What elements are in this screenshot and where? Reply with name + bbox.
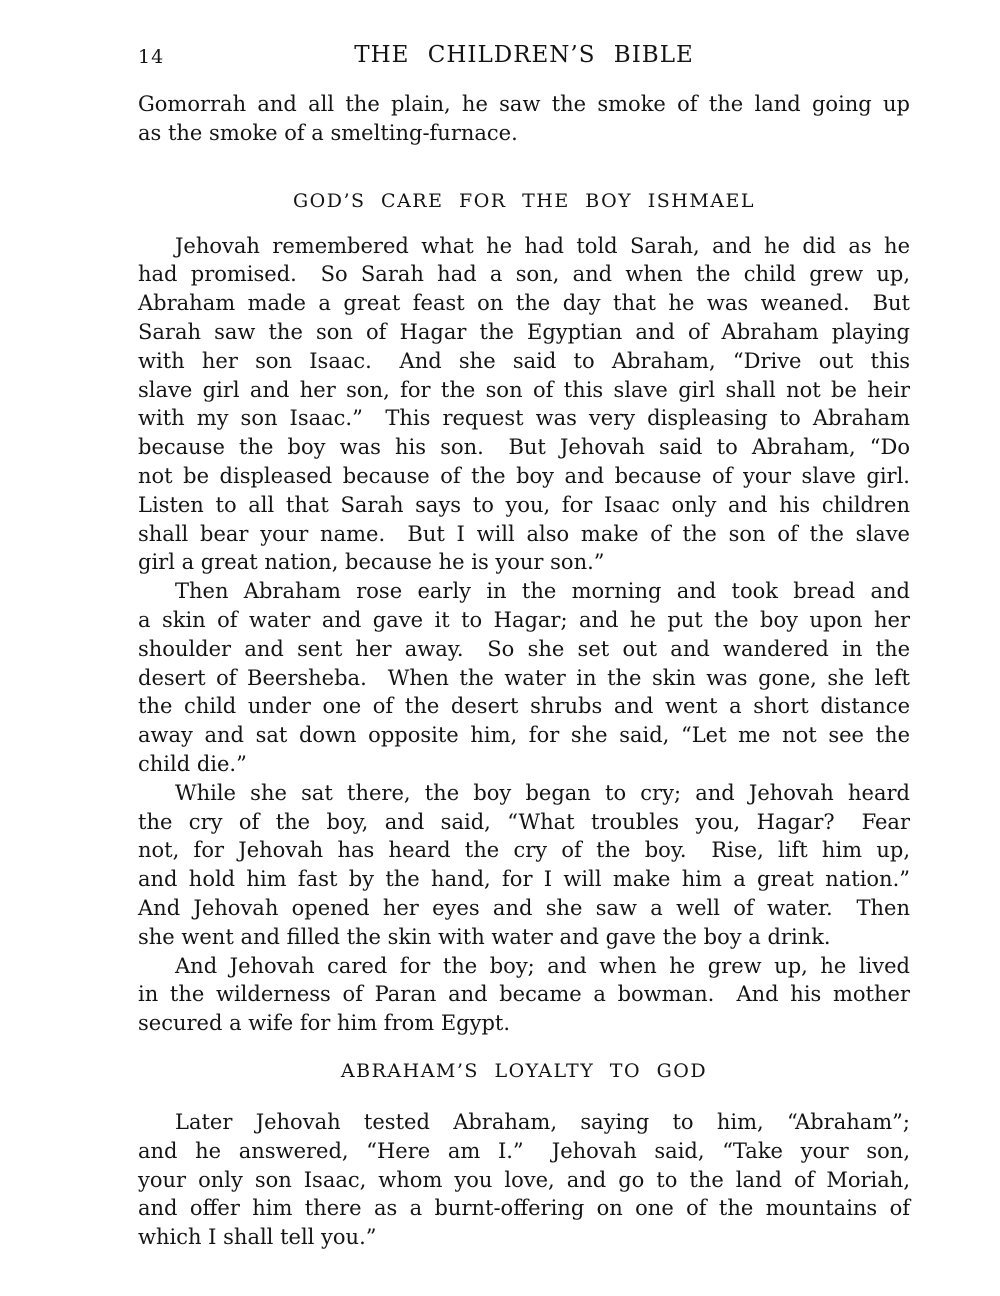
paragraph: [138, 952, 910, 1038]
paragraph: [138, 779, 910, 952]
text-line: girl a great nation, because he is your son.”: [138, 550, 605, 575]
text-line: desert of Beersheba. When the water in the skin was gone, she left: [138, 665, 910, 690]
text-line: Abraham made a great feast on the day that he was weaned. But: [138, 291, 910, 316]
text-line: not be displeased because of the boy and because of your slave girl.: [138, 463, 910, 488]
text-line: child die.”: [138, 751, 247, 776]
text-line: Jehovah remembered what he had told Sarah, and he did as he: [175, 233, 910, 258]
text-line: a skin of water and gave it to Hagar; and he put the boy upon her: [138, 607, 910, 632]
section-heading: ABRAHAM’S LOYALTY TO GOD: [340, 1059, 708, 1082]
text-line: not, for Jehovah has heard the cry of the boy. Rise, lift him up,: [138, 838, 910, 863]
paragraph: [138, 232, 910, 578]
text-line: secured a wife for him from Egypt.: [138, 1011, 511, 1036]
text-line: the child under one of the desert shrubs and went a short distance: [138, 694, 910, 719]
text-line: Gomorrah and all the plain, he saw the smoke of the land going up: [138, 92, 910, 116]
text-line: the cry of the boy, and said, “What troubles you, Hagar? Fear: [138, 809, 910, 834]
text-column: [138, 42, 910, 1252]
text-line: had promised. So Sarah had a son, and when the child grew up,: [138, 262, 910, 287]
page-header: [138, 42, 910, 72]
text-line: she went and filled the skin with water and gave the boy a drink.: [138, 924, 831, 949]
text-line: away and sat down opposite him, for she said, “Let me not see the: [138, 723, 910, 748]
text-line: with my son Isaac.” This request was very displeasing to Abraham: [138, 406, 910, 431]
section-heading: GOD’S CARE FOR THE BOY ISHMAEL: [292, 189, 756, 212]
text-line: Then Abraham rose early in the morning and took bread and: [175, 579, 910, 604]
text-line: Later Jehovah tested Abraham, saying to him, “Abraham”;: [175, 1109, 910, 1134]
text-line: your only son Isaac, whom you love, and go to the land of Moriah,: [138, 1167, 910, 1192]
text-line: as the smoke of a smelting-furnace.: [138, 120, 518, 145]
text-line: And Jehovah cared for the boy; and when he grew up, he lived: [175, 953, 910, 978]
paragraph: [138, 90, 910, 148]
text-line: and hold him fast by the hand, for I will make him a great nation.”: [138, 867, 910, 892]
text-line: and offer him there as a burnt-offering on one of the mountains of: [138, 1196, 910, 1221]
text-line: Listen to all that Sarah says to you, for Isaac only and his children: [138, 492, 910, 517]
text-line: shoulder and sent her away. So she set out and wandered in the: [138, 636, 910, 661]
page-number: 14: [138, 46, 165, 68]
text-line: and he answered, “Here am I.” Jehovah said, “Take your son,: [138, 1138, 910, 1163]
paragraph: [138, 577, 910, 779]
text-line: shall bear your name. But I will also make of the son of the slave: [138, 521, 910, 546]
text-line: And Jehovah opened her eyes and she saw a well of water. Then: [138, 895, 910, 920]
text-line: While she sat there, the boy began to cry; and Jehovah heard: [175, 780, 910, 805]
text-line: with her son Isaac. And she said to Abraham, “Drive out this: [138, 348, 910, 373]
text-line: slave girl and her son, for the son of this slave girl shall not be heir: [138, 377, 910, 402]
text-line: because the boy was his son. But Jehovah said to Abraham, “Do: [138, 435, 910, 460]
paragraph: [138, 1108, 910, 1252]
text-line: Sarah saw the son of Hagar the Egyptian and of Abraham playing: [138, 319, 910, 344]
text-line: which I shall tell you.”: [138, 1225, 377, 1250]
running-title: THE CHILDREN’S BIBLE: [354, 42, 694, 68]
text-line: in the wilderness of Paran and became a bowman. And his mother: [138, 982, 910, 1007]
